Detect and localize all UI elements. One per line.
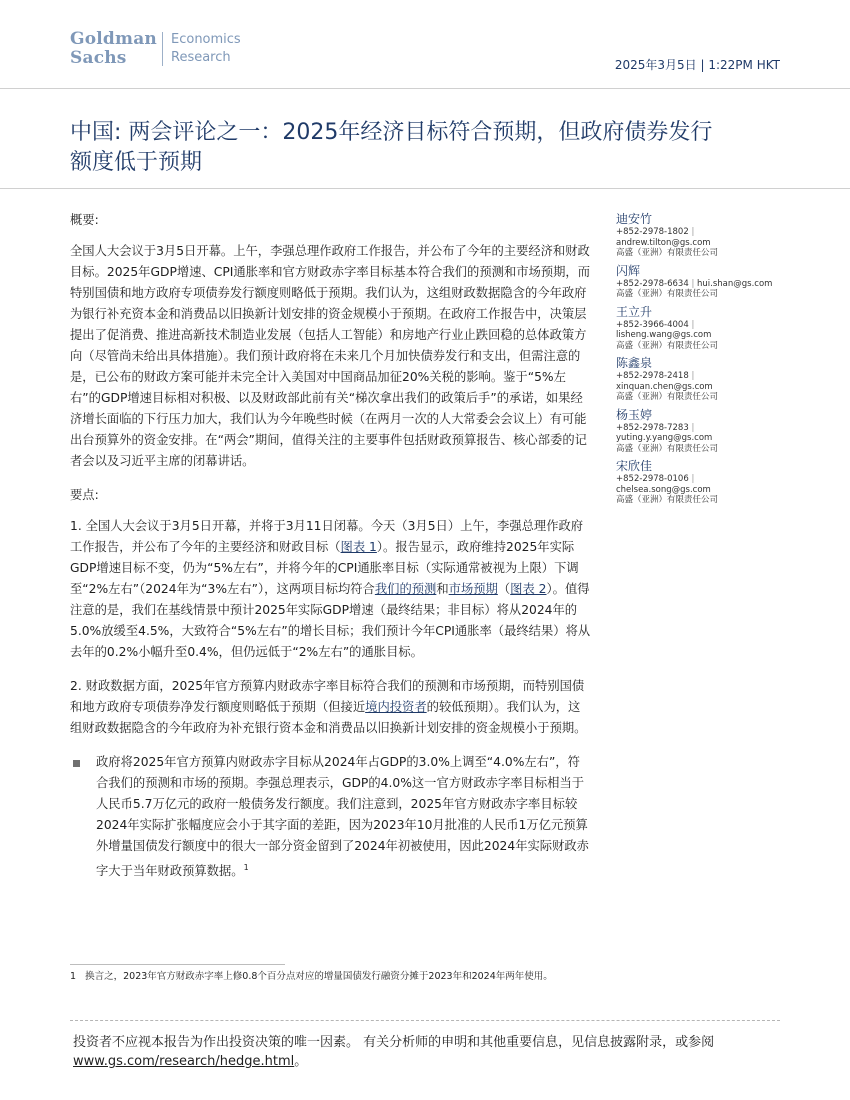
analyst-phone: +852-2978-1802 | [616,227,695,237]
analyst-name: 宋欣佳 [616,459,653,473]
keypoint-1-text-a: 1. 全国人大会议于3月5日开幕，并将于3月11日闭幕。今天（3月5日）上午，李强总理作政府工作报告，并公布了今年的主要经济和财政目标（ [70,519,584,554]
bullet-text: 政府将2025年官方预算内财政赤字目标从2024年占GDP的3.0%上调至“4.0%左右”，符合我们的预测和市场的预期。李强总理表示，GDP的4.0%这一官方财政赤字率目标相当于人民币5.7万亿元的政府一般债务发行额度。我们注意到，2025年官方财政赤字率目标较2024年实际扩张幅度应会小于其字面的差距，因为2023年10月批准的人民币1万亿元预算外增量国债发行额度中的很大一部分资金留到了2024年初被使用，因此2024年实际财政赤字大于当年财政预算数据。 [96,755,589,879]
analyst-phone: +852-2978-6634 | hui.shan@gs.com [616,278,773,289]
market-expectation-link[interactable]: 市场预期 [448,582,498,596]
analyst-name: 迪安竹 [616,212,653,226]
keypoint-2 [70,676,591,739]
analyst-name: 闪辉 [616,263,641,278]
footnote-number: 1 [70,971,77,982]
analyst-phone-number: +852-2978-7283 [616,422,689,433]
header-divider [0,88,850,89]
logo-wordmark [70,30,162,68]
title-divider [0,188,850,189]
keypoint-2-text-a: 2. 财政数据方面，2025年官方预算内财政赤字率目标符合我们的预测和市场预期，而特别国债和地方政府专项债券净发行额度则略低于预期（但接近 [70,679,585,714]
exhibit-2-link[interactable]: 图表 2 [510,582,547,596]
analyst-email[interactable]: lisheng.wang@gs.com [616,330,712,340]
analyst-phone: +852-2978-7283 | [616,422,695,433]
analyst-card [616,305,786,352]
analyst-firm: 高盛（亚洲）有限责任公司 [616,392,719,402]
disclaimer-text: 投资者不应视本报告为作出投资决策的唯一因素。 有关分析师的申明和其他重要信息，见信息披露附录，或参阅 [73,1035,715,1050]
disclosure-link[interactable]: www.gs.com/research/hedge.html [73,1054,295,1069]
analyst-card [616,356,786,403]
onshore-investors-link[interactable]: 境内投资者 [365,700,427,714]
analyst-email[interactable]: yuting.y.yang@gs.com [616,433,713,443]
analyst-card [616,264,786,300]
analyst-name: 陈鑫泉 [616,356,653,370]
analyst-email[interactable]: andrew.tilton@gs.com [616,237,711,248]
logo-divider [162,32,163,66]
keypoint-1-text-c: 和 [436,582,449,596]
keypoint-1-text-e: ）。值得注意的是，我们在基线情景中预计2025年实际GDP增速（最终结果；非目标）将从2024年的5.0%放缓至4.5%，大致符合“5%左右”的增长目标；我们预计今年CPI通胀率（最终结果）将从去年的0.2%小幅升至0.4%，但仍远低于“2%左右”的通胀目标。 [70,582,591,659]
analyst-firm: 高盛（亚洲）有限责任公司 [616,248,719,258]
analyst-firm: 高盛（亚洲）有限责任公司 [616,289,719,299]
analyst-firm: 高盛（亚洲）有限责任公司 [616,495,719,505]
footnote-divider [70,964,285,965]
analyst-phone-number: +852-2978-1802 [616,227,689,237]
logo-line-1: Goldman [70,29,157,49]
main-content [70,210,591,882]
disclaimer [73,1033,773,1071]
summary-text: 全国人大会议于3月5日开幕。上午，李强总理作政府工作报告，并公布了今年的主要经济和财政目标。2025年GDP增速、CPI通胀率和官方财政赤字率目标基本符合我们的预测和市场预期，而特别国债和地方政府专项债券发行额度则略低于预期。我们认为，这组财政数据隐含的今年政府为银行补充资本金和消费品以旧换新计划安排的资金规模小于预期。在政府工作报告中，决策层提出了促消费、推进高新技术制造业发展（包括人工智能）和房地产行业止跌回稳的总体政策方向（尽管尚未给出具体措施）。我们预计政府将在未来几个月加快债券发行和支出，但需注意的是，已公布的财政方案可能并未完全计入美国对中国商品加征20%关税的影响。鉴于“5%左右”的GDP增速目标相对积极、以及财政部此前有关“梯次拿出我们的政策后手”的承诺，如果经济增长面临的下行压力加大，我们认为今年晚些时候（在两月一次的人大常委会会议上）有可能出台预算外的资金安排。在“两会”期间，值得关注的主要事件包括财政预算报告、核心部委的记者会以及习近平主席的闭幕讲话。 [70,244,591,468]
logo-sub-line-2: Research [171,50,231,65]
footnote-text: 换言之，2023年官方财政赤字率上修0.8个百分点对应的增量国债发行融资分摊于2023年和2024年两年使用。 [85,971,553,982]
report-title: 中国: 两会评论之一：2025年经济目标符合预期，但政府债券发行额度低于预期 [70,120,713,175]
analyst-phone-number: +852-2978-0106 [616,474,689,484]
analyst-name: 王立升 [616,304,653,319]
bullet-item [70,752,591,882]
analyst-sidebar [616,212,786,511]
analyst-email[interactable]: hui.shan@gs.com [697,278,773,289]
analyst-card [616,459,786,506]
keypoints-heading: 要点: [70,488,99,502]
analyst-name: 杨玉婷 [616,407,653,422]
disclaimer-end: 。 [294,1054,308,1069]
analyst-phone: +852-3966-4004 | [616,319,695,330]
disclaimer-divider [70,1020,780,1021]
report-date: 2025年3月5日 | 1:22PM HKT [614,58,780,72]
keypoint-2-text-b: 的较低预期）。我们认为，这组财政数据隐含的今年政府为补充银行资本金和消费品以旧换新计划安排的资金规模小于预期。 [70,700,587,735]
logo-line-2: Sachs [70,48,127,68]
exhibit-1-link[interactable]: 图表 1 [340,540,377,554]
analyst-card [616,408,786,455]
analyst-firm: 高盛（亚洲）有限责任公司 [616,443,719,454]
summary-heading: 概要: [70,213,99,227]
keypoint-1-text-b: ）。报告显示，政府维持2025年实际GDP增速目标不变，仍为“5%左右”，并将今年的CPI通胀率目标（实际通常被视为上限）下调至“2%左右”（2024年为“3%左右”），这两项目标均符合 [70,540,579,596]
keypoint-1-text-d: （ [497,582,511,596]
analyst-phone: +852-2978-0106 | [616,474,695,484]
footnote-ref[interactable]: 1 [243,863,249,872]
analyst-email[interactable]: chelsea.song@gs.com [616,484,711,495]
analyst-firm: 高盛（亚洲）有限责任公司 [616,340,719,351]
analyst-card [616,212,786,259]
square-bullet-icon [73,760,80,767]
analyst-phone-number: +852-2978-2418 [616,371,689,381]
our-forecast-link[interactable]: 我们的预测 [374,582,437,596]
analyst-phone-number: +852-3966-4004 [616,319,689,330]
analyst-phone: +852-2978-2418 | [616,371,695,381]
footnote [70,970,591,984]
analyst-email[interactable]: xinquan.chen@gs.com [616,381,713,392]
logo-subtitle [171,31,251,67]
keypoint-1 [70,516,591,663]
analyst-phone-number: +852-2978-6634 [616,278,689,289]
logo-sub-line-1: Economics [171,32,241,47]
